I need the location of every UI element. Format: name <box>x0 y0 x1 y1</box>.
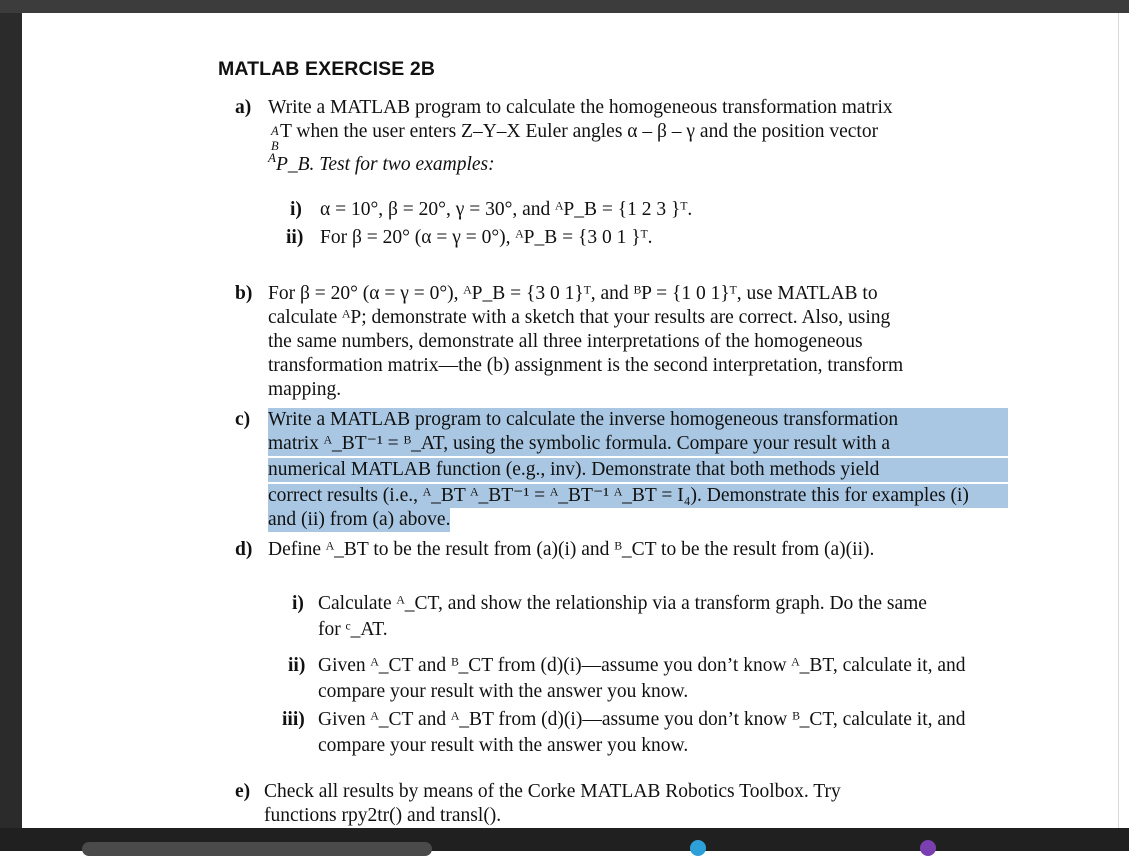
part-d-item-i-line-1: Calculate ᴬ_CT, and show the relationship via a transform graph. Do the same <box>318 593 927 614</box>
part-a-example-ii-text: For β = 20° (α = γ = 0°), ᴬP_B = {3 0 1 }ᵀ. <box>320 227 653 248</box>
part-d-item-ii-label: ii) <box>288 655 306 676</box>
window-top-bar <box>0 0 1129 13</box>
part-a-line-1: Write a MATLAB program to calculate the homogeneous transformation matrix <box>268 97 893 118</box>
part-c-line-4[interactable]: correct results (i.e., ᴬ_BT ᴬ_BT⁻¹ = ᴬ_BT⁻¹ ᴬ_BT = I₄). Demonstrate this for examples (i) <box>268 484 1008 508</box>
part-e-label: e) <box>235 781 251 802</box>
part-c-label: c) <box>235 409 251 430</box>
part-b-line-1: For β = 20° (α = γ = 0°), ᴬP_B = {3 0 1}ᵀ, and ᴮP = {1 0 1}ᵀ, use MATLAB to <box>268 283 878 304</box>
part-e-line-1: Check all results by means of the Corke MATLAB Robotics Toolbox. Try <box>264 781 841 802</box>
part-b-line-4: transformation matrix—the (b) assignment is the second interpretation, transform <box>268 355 904 376</box>
part-a-line-2: A B T when the user enters Z–Y–X Euler angles α – β – γ and the position vector <box>268 120 878 144</box>
part-a-label: a) <box>235 97 252 118</box>
window-left-edge <box>0 13 22 828</box>
part-d-item-iii-line-1: Given ᴬ_CT and ᴬ_BT from (d)(i)—assume you don’t know ᴮ_CT, calculate it, and <box>318 709 966 730</box>
part-a-example-i-text: α = 10°, β = 20°, γ = 30°, and ᴬP_B = {1 2 3 }ᵀ. <box>320 199 693 220</box>
taskbar-app-icon[interactable] <box>920 840 936 856</box>
part-d-item-ii-line-1: Given ᴬ_CT and ᴮ_CT from (d)(i)—assume you don’t know ᴬ_BT, calculate it, and <box>318 655 966 676</box>
part-a-line-3: $^A$P_B. Test for two examples: <box>268 150 495 175</box>
part-b-line-2: calculate ᴬP; demonstrate with a sketch that your results are correct. Also, using <box>268 307 891 328</box>
taskbar-app-icon[interactable] <box>690 840 706 856</box>
part-c-line-5[interactable]: and (ii) from (a) above. <box>268 509 451 530</box>
part-d-item-ii-line-2: compare your result with the answer you know. <box>318 681 689 702</box>
part-d-item-i-label: i) <box>292 593 304 614</box>
page-right-edge <box>1118 13 1119 828</box>
part-d-item-iii-label: iii) <box>282 709 305 730</box>
part-b-line-5: mapping. <box>268 379 342 400</box>
part-b-label: b) <box>235 283 253 304</box>
exercise-title: MATLAB EXERCISE 2B <box>218 58 436 80</box>
part-d-item-iii-line-2: compare your result with the answer you know. <box>318 735 689 756</box>
part-e-line-2: functions rpy2tr() and transl(). <box>264 805 502 826</box>
taskbar-search-icon[interactable] <box>82 842 432 856</box>
frame-prefix-icon: A B <box>271 124 279 153</box>
part-a-example-i-label: i) <box>290 199 302 220</box>
part-d-item-i-line-2: for ᶜ_AT. <box>318 619 388 640</box>
part-c-line-1[interactable]: Write a MATLAB program to calculate the inverse homogeneous transformation <box>268 408 1008 432</box>
part-a-example-ii-label: ii) <box>286 227 304 248</box>
part-d-line: Define ᴬ_BT to be the result from (a)(i) and ᴮ_CT to be the result from (a)(ii). <box>268 539 875 560</box>
part-c-line-2[interactable]: matrix ᴬ_BT⁻¹ = ᴮ_AT, using the symbolic formula. Compare your result with a <box>268 432 1008 456</box>
part-d-label: d) <box>235 539 253 560</box>
part-c-line-3[interactable]: numerical MATLAB function (e.g., inv). Demonstrate that both methods yield <box>268 458 1008 482</box>
part-b-line-3: the same numbers, demonstrate all three interpretations of the homogeneous <box>268 331 863 352</box>
